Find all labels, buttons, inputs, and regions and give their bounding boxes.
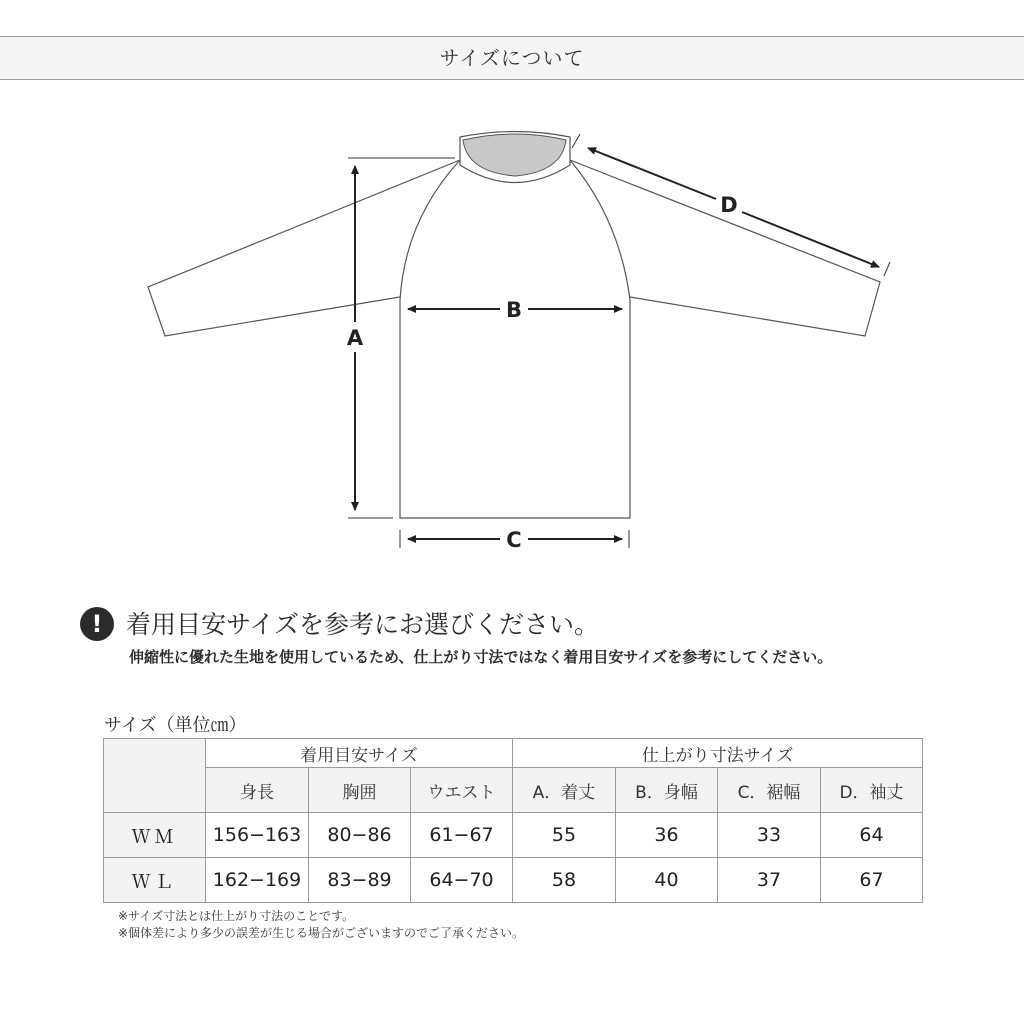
group-header-wearing: 着用目安サイズ	[206, 739, 513, 768]
table-column-header-row	[104, 768, 923, 813]
table-cell: 162−169	[206, 858, 309, 903]
footnote: ※個体差により多少の誤差が生じる場合がございますのでご了承ください。	[118, 926, 525, 940]
notice-title: 着用目安サイズを参考にお選びください。	[126, 610, 600, 639]
table-caption: サイズ（単位㎝）	[104, 715, 247, 736]
column-header-a-length: A．着丈	[513, 768, 616, 813]
page-title: サイズについて	[0, 36, 1024, 80]
label-a: A	[346, 326, 364, 350]
table-cell: 55	[513, 813, 616, 858]
column-header-chest: 胸囲	[309, 768, 411, 813]
table-cell: 67	[821, 858, 923, 903]
table-cell: 61−67	[411, 813, 513, 858]
column-header-waist: ウエスト	[411, 768, 513, 813]
exclamation-icon: !	[80, 607, 114, 641]
table-row	[104, 858, 923, 903]
shirt-outline	[148, 132, 880, 519]
footnote: ※サイズ寸法とは仕上がり寸法のことです。	[118, 909, 355, 923]
table-cell: 36	[616, 813, 718, 858]
label-d: D	[720, 193, 738, 217]
table-cell: 156−163	[206, 813, 309, 858]
column-header-c-hem: C．裾幅	[718, 768, 821, 813]
table-group-header-row	[104, 739, 923, 768]
table-cell: 33	[718, 813, 821, 858]
table-cell: 37	[718, 858, 821, 903]
table-cell: 80−86	[309, 813, 411, 858]
footnotes	[118, 908, 524, 942]
table-cell: 64−70	[411, 858, 513, 903]
shirt-body	[400, 160, 630, 518]
table-cell: 83−89	[309, 858, 411, 903]
table-cell: 40	[616, 858, 718, 903]
table-corner-cell	[104, 739, 206, 813]
table-cell: 64	[821, 813, 923, 858]
measure-c	[400, 528, 629, 552]
column-header-height: 身長	[206, 768, 309, 813]
group-header-finished: 仕上がり寸法サイズ	[513, 739, 923, 768]
row-header-size: ＷＬ	[104, 858, 206, 903]
table-cell: 58	[513, 858, 616, 903]
notice-body: 伸縮性に優れた生地を使用しているため、仕上がり寸法ではなく着用目安サイズを参考にしてください。	[129, 648, 833, 666]
label-b: B	[505, 298, 523, 322]
label-c: C	[506, 528, 522, 552]
row-header-size: ＷＭ	[104, 813, 206, 858]
size-table	[103, 738, 923, 903]
column-header-b-width: B．身幅	[616, 768, 718, 813]
column-header-d-sleeve: D．袖丈	[821, 768, 923, 813]
table-row	[104, 813, 923, 858]
